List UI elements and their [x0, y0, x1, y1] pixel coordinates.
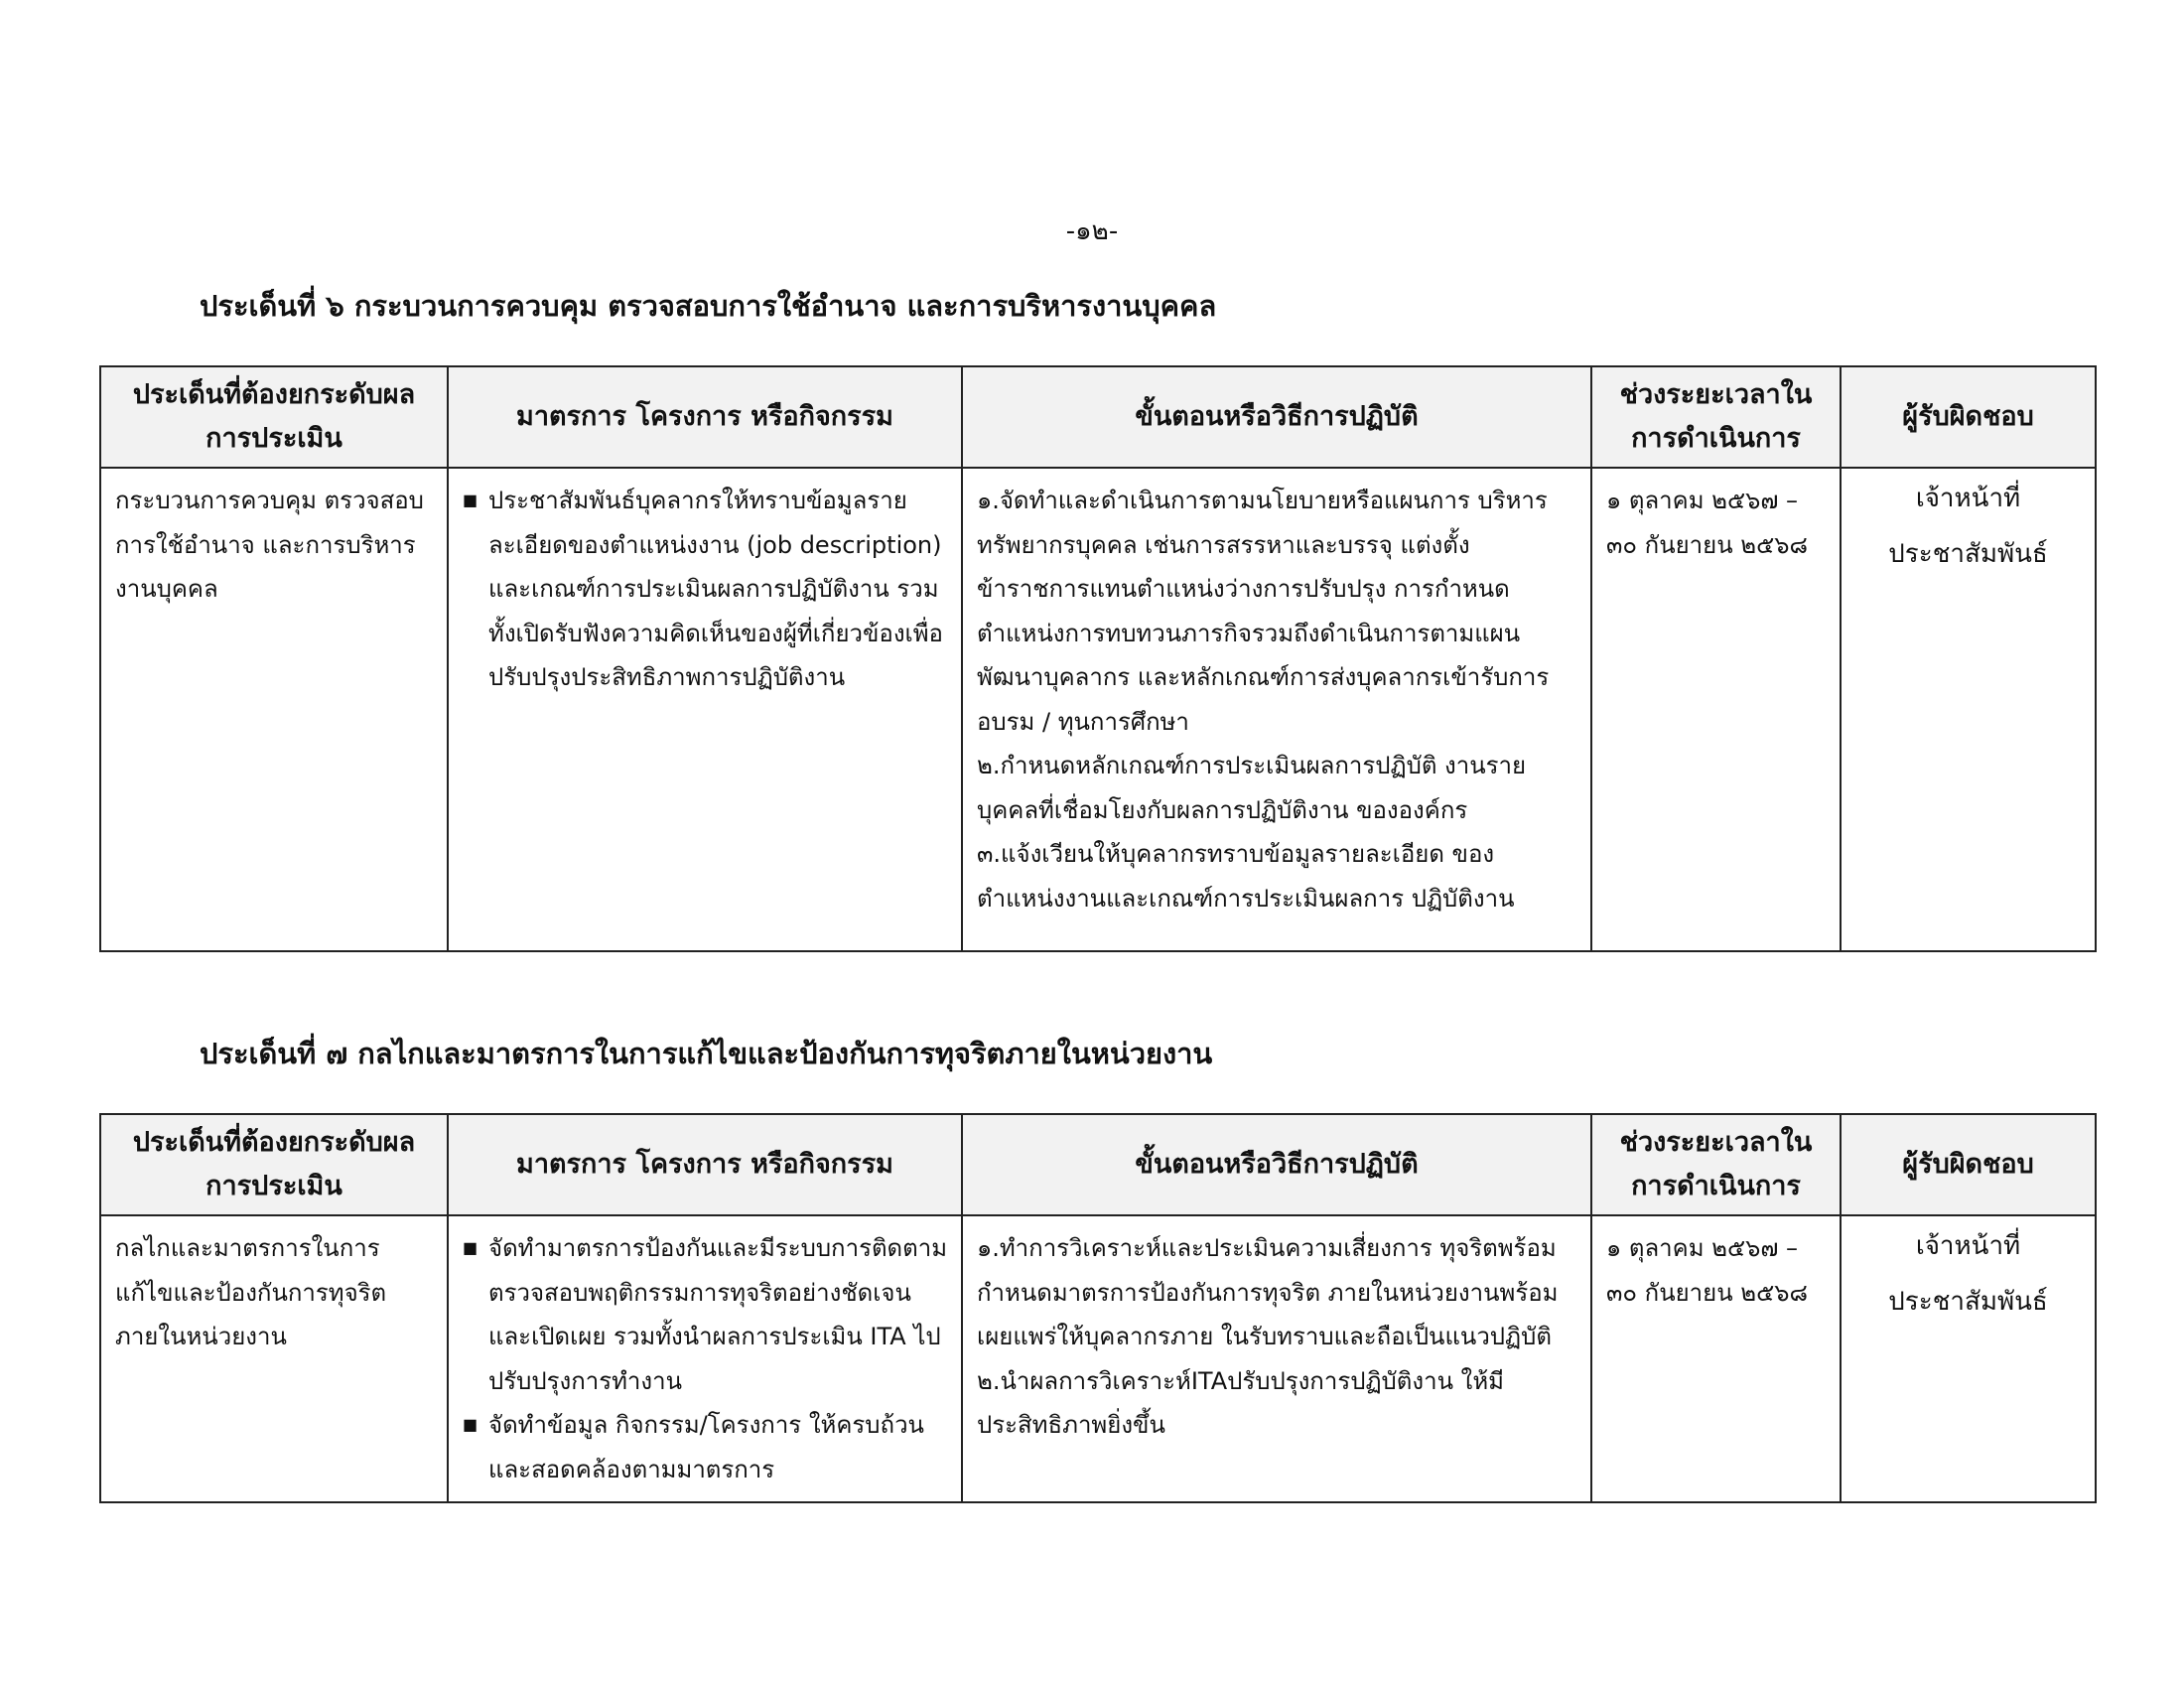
- section-title: ประเด็นที่ ๗ กลไกและมาตรการในการแก้ไขและป้องกันการทุจริตภายในหน่วยงาน: [200, 1037, 1213, 1070]
- period-cell: ๑ ตุลาคม ๒๕๖๗ – ๓๐ กันยายน ๒๕๖๘: [1591, 1215, 1841, 1502]
- action-plan-table: [99, 365, 2097, 952]
- steps-cell: [962, 1215, 1591, 1502]
- measure-item: [463, 1403, 947, 1491]
- measures-cell: [448, 468, 962, 951]
- measure-item: [463, 479, 947, 700]
- table-row: [100, 468, 2096, 951]
- table-header-row: [100, 1114, 2096, 1215]
- steps-cell: [962, 468, 1591, 951]
- table-header-row: [100, 366, 2096, 468]
- issue-cell: กระบวนการควบคุม ตรวจสอบการใช้อำนาจ และการบริหารงานบุคคล: [100, 468, 448, 951]
- header-steps: ขั้นตอนหรือวิธีการปฏิบัติ: [962, 366, 1591, 468]
- table-row: [100, 1215, 2096, 1502]
- measures-cell: [448, 1215, 962, 1502]
- measure-item: [463, 1226, 947, 1403]
- responsible-cell: เจ้าหน้าที่ประชาสัมพันธ์: [1841, 1215, 2096, 1502]
- header-steps: ขั้นตอนหรือวิธีการปฏิบัติ: [962, 1114, 1591, 1215]
- header-responsible: ผู้รับผิดชอบ: [1841, 366, 2096, 468]
- header-period: ช่วงระยะเวลาในการดำเนินการ: [1591, 366, 1841, 468]
- issue-cell: กลไกและมาตรการในการแก้ไขและป้องกันการทุจริตภายในหน่วยงาน: [100, 1215, 448, 1502]
- header-period: ช่วงระยะเวลาในการดำเนินการ: [1591, 1114, 1841, 1215]
- section-6: [99, 280, 2095, 952]
- square-bullet-icon: ■: [463, 491, 478, 509]
- step-item: ๒.นำผลการวิเคราะห์ITAปรับปรุงการปฏิบัติงาน ให้มีประสิทธิภาพยิ่งขึ้น: [977, 1366, 1504, 1439]
- square-bullet-icon: ■: [463, 1415, 478, 1434]
- period-cell: ๑ ตุลาคม ๒๕๖๗ – ๓๐ กันยายน ๒๕๖๘: [1591, 468, 1841, 951]
- header-issue: ประเด็นที่ต้องยกระดับผลการประเมิน: [100, 366, 448, 468]
- section-7: [99, 1028, 2095, 1503]
- header-measures: มาตรการ โครงการ หรือกิจกรรม: [448, 1114, 962, 1215]
- page-number: -๑๒-: [1065, 216, 1119, 246]
- step-item: ๑.จัดทำและดำเนินการตามนโยบายหรือแผนการ บริหารทรัพยากรบุคคล เช่นการสรรหาและบรรจุ แต่งตั้งข้าราชการแทนตำแหน่งว่างการปรับปรุง การกำหนดตำแหน่งการทบทวนภารกิจรวมถึงดำเนินการตามแผนพัฒนาบุคลากร และหลักเกณฑ์การส่งบุคลากรเข้ารับการอบรม / ทุนการศึกษา: [977, 487, 1550, 736]
- header-issue: ประเด็นที่ต้องยกระดับผลการประเมิน: [100, 1114, 448, 1215]
- measure-text: จัดทำมาตรการป้องกันและมีระบบการติดตามตรวจสอบพฤติกรรมการทุจริตอย่างชัดเจน และเปิดเผย รวมทั้งนำผลการประเมิน ITA ไปปรับปรุงการทำงาน: [488, 1234, 948, 1395]
- step-item: ๑.ทำการวิเคราะห์และประเมินความเสี่ยงการ ทุจริตพร้อมกำหนดมาตรการป้องกันการทุจริต ภายในหน่วยงานพร้อมเผยแพร่ให้บุคลากรภาย ในรับทราบและถือเป็นแนวปฏิบัติ: [977, 1234, 1559, 1350]
- measure-text: จัดทำข้อมูล กิจกรรม/โครงการ ให้ครบถ้วนและสอดคล้องตามมาตรการ: [488, 1411, 924, 1483]
- section-title: ประเด็นที่ ๖ กระบวนการควบคุม ตรวจสอบการใช้อำนาจ และการบริหารงานบุคคล: [200, 289, 1217, 323]
- header-measures: มาตรการ โครงการ หรือกิจกรรม: [448, 366, 962, 468]
- square-bullet-icon: ■: [463, 1238, 478, 1257]
- step-item: ๒.กำหนดหลักเกณฑ์การประเมินผลการปฏิบัติ งานรายบุคคลที่เชื่อมโยงกับผลการปฏิบัติงาน ขององค์กร: [977, 752, 1527, 824]
- step-item: ๓.แจ้งเวียนให้บุคลากรทราบข้อมูลรายละเอียด ของตำแหน่งงานและเกณฑ์การประเมินผลการ ปฏิบัติงาน: [977, 840, 1515, 913]
- action-plan-table: [99, 1113, 2097, 1503]
- header-responsible: ผู้รับผิดชอบ: [1841, 1114, 2096, 1215]
- responsible-cell: เจ้าหน้าที่ประชาสัมพันธ์: [1841, 468, 2096, 951]
- measure-text: ประชาสัมพันธ์บุคลากรให้ทราบข้อมูลรายละเอียดของตำแหน่งงาน (job description) และเกณฑ์การประเมินผลการปฏิบัติงาน รวมทั้งเปิดรับฟังความคิดเห็นของผู้ที่เกี่ยวข้องเพื่อปรับปรุงประสิทธิภาพการปฏิบัติงาน: [488, 487, 943, 691]
